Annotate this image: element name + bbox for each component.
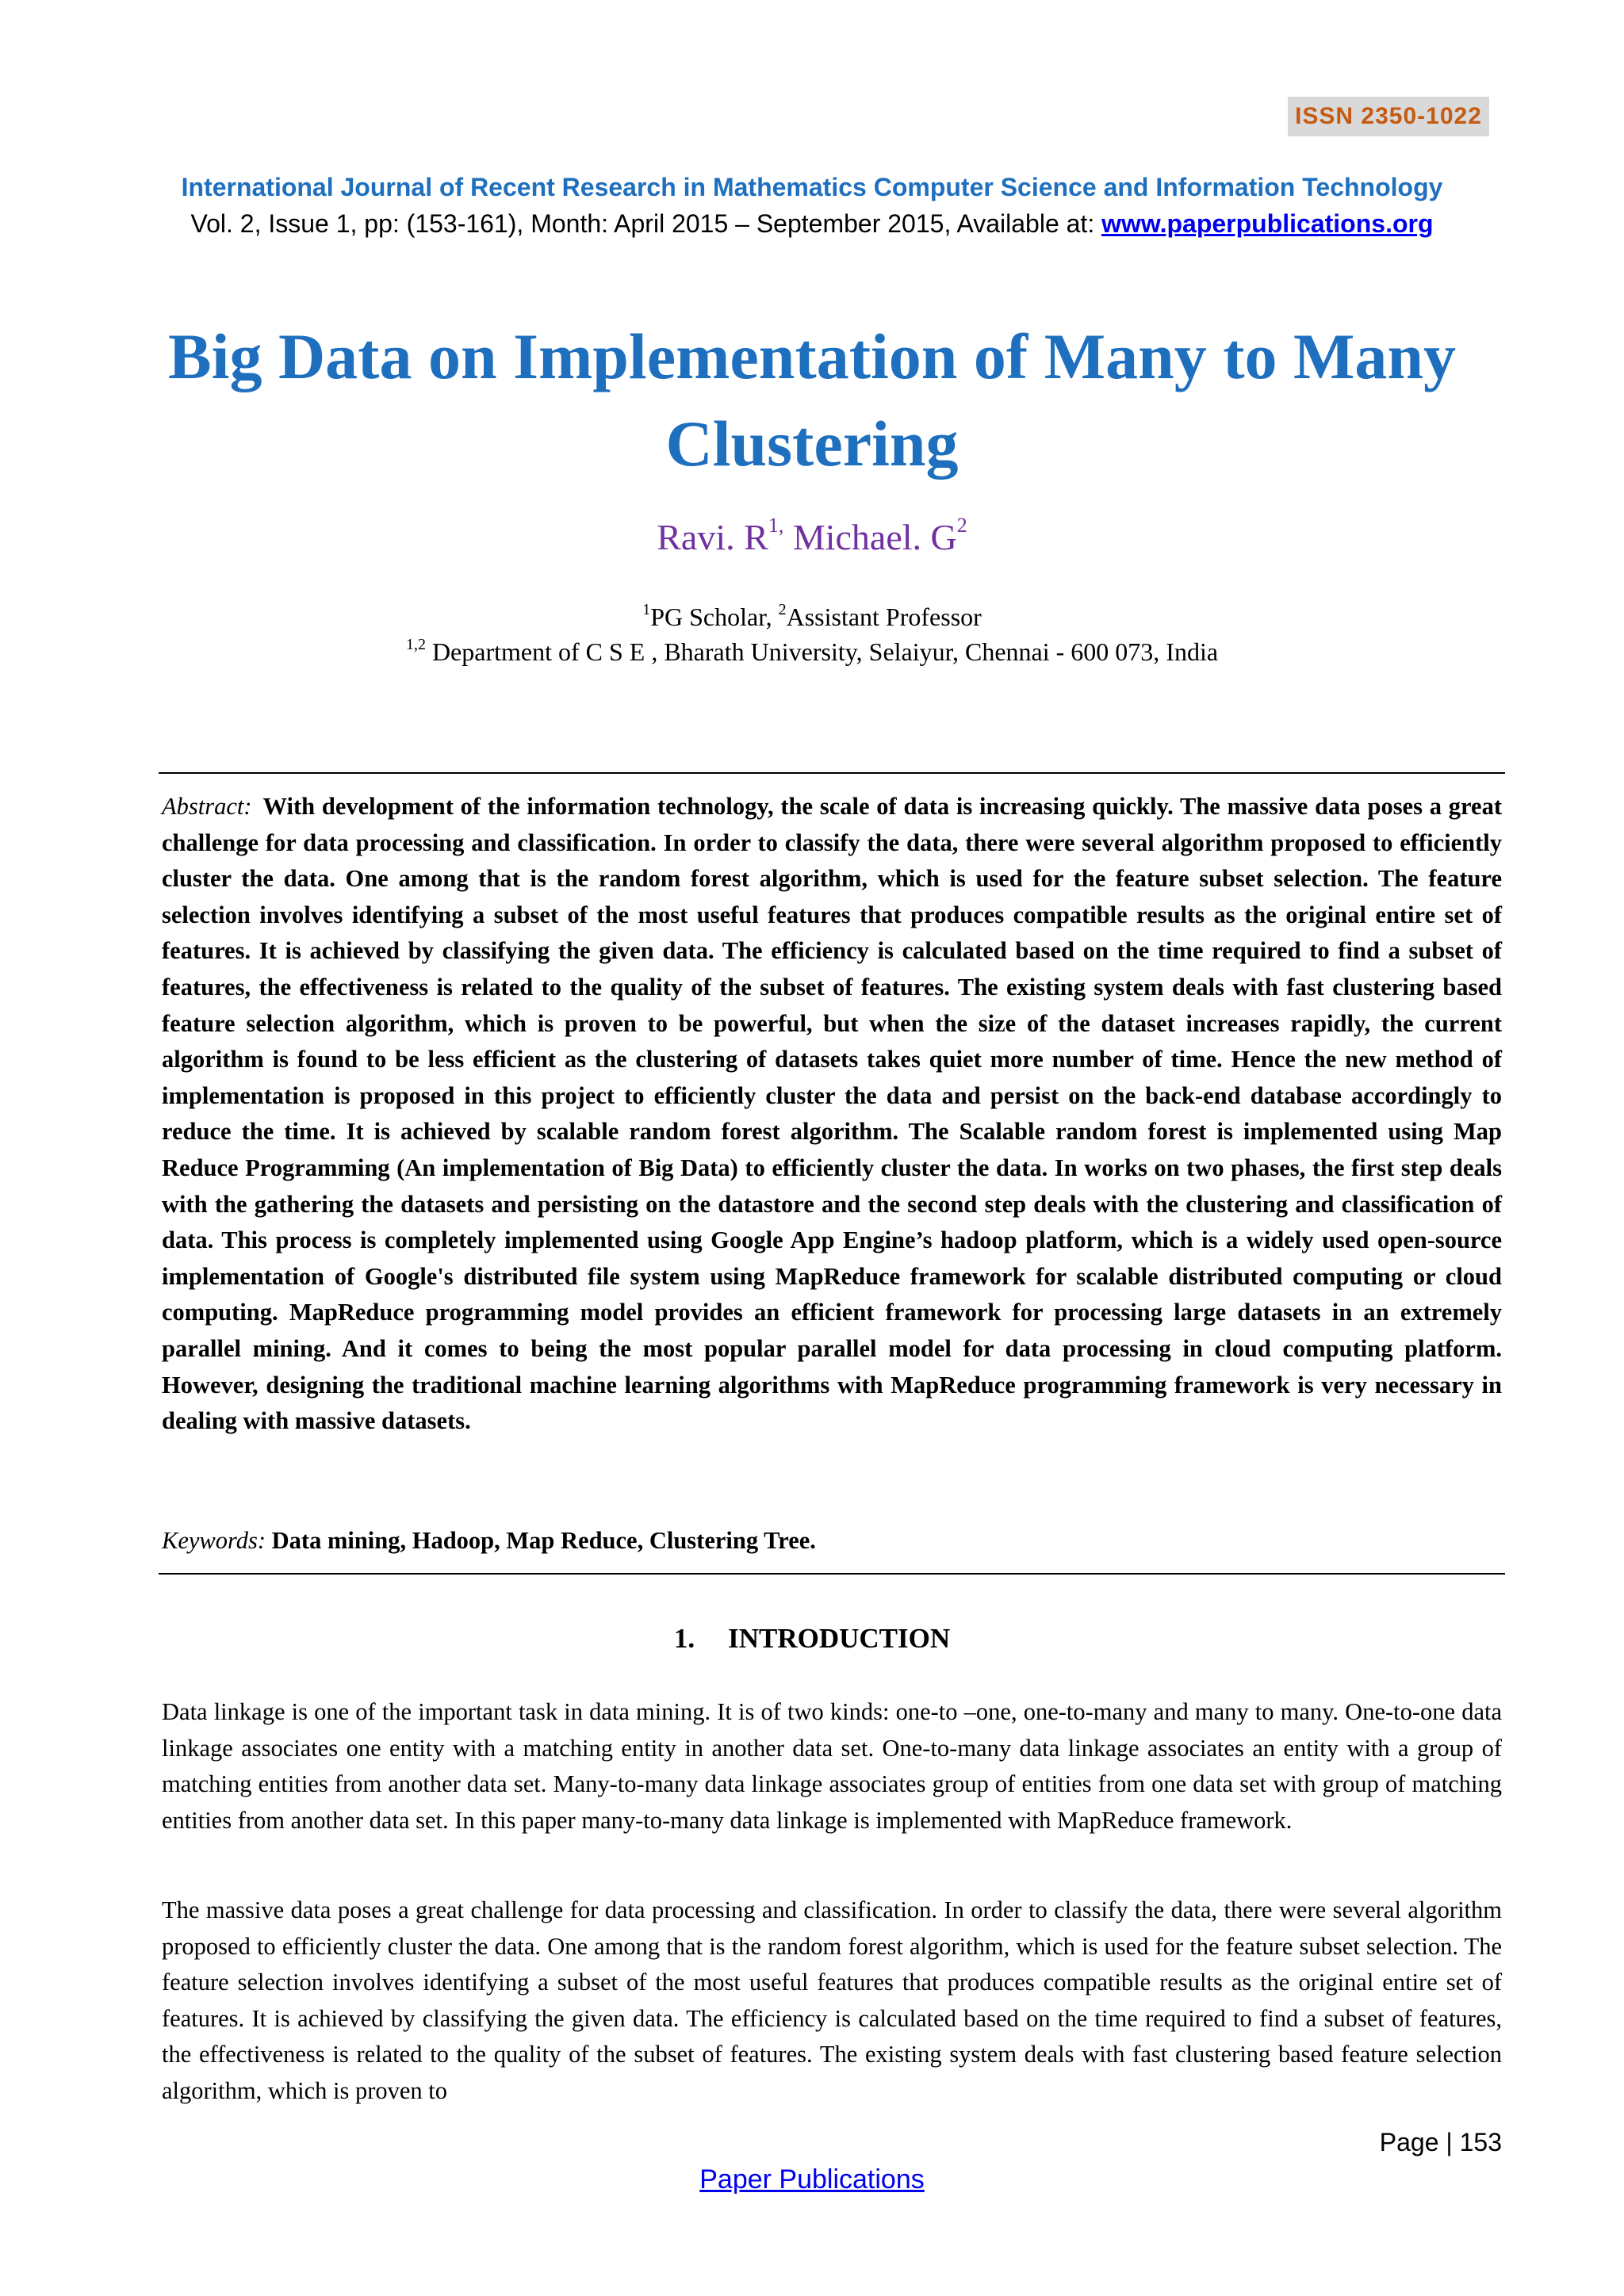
paper-title: Big Data on Implementation of Many to Many Clustering xyxy=(167,320,1457,480)
role-2-sup: 2 xyxy=(778,601,787,618)
intro-paragraph-1: Data linkage is one of the important task in data mining. It is of two kinds: one-to –one, one-to-many and many to many. One-to-one data linkage associates one entity with a matching entity in another data set. One-to-many data linkage associates an entity with a group of matching entities from another data set. Many-to-many data linkage associates group of entities from one data set with group of matching entities from another data set. In this paper many-to-many data linkage is implemented with MapReduce framework. xyxy=(162,1698,1502,1834)
publisher-link[interactable]: Paper Publications xyxy=(699,2164,925,2195)
section-number: 1. xyxy=(673,1623,695,1654)
author-affiliation xyxy=(0,636,1624,667)
issn-badge xyxy=(1288,97,1489,136)
affiliation-sup: 1,2 xyxy=(405,636,426,653)
intro-paragraph-2: The massive data poses a great challenge for data processing and classification. In order to classify the data, there were several algorithm proposed to efficiently cluster the data. One among that is the random forest algorithm, which is used for the feature subset selection. The feature selection involves identifying a subset of the most useful features that produces compatible results as the original entire set of features. It is achieved by classifying the given data. The efficiency is calculated based on the time required to find a subset of features, the effectiveness is related to the quality of the subset of features. The existing system deals with fast clustering based feature selection algorithm, which is proven to xyxy=(162,1896,1502,2104)
affiliation-text: Department of C S E , Bharath University, Selaiyur, Chennai - 600 073, India xyxy=(425,637,1219,666)
footer xyxy=(0,2164,1624,2195)
role-1-sup: 1 xyxy=(642,601,651,618)
role-2: Assistant Professor xyxy=(786,603,982,631)
author-2: Michael. G xyxy=(783,517,957,557)
author-1: Ravi. R xyxy=(657,517,768,557)
keywords xyxy=(162,1527,1502,1555)
keywords-label: Keywords: xyxy=(162,1527,266,1554)
page-number: Page | 153 xyxy=(1379,2128,1502,2156)
section-title: INTRODUCTION xyxy=(728,1623,951,1654)
volume-info xyxy=(0,209,1624,239)
author-1-sup: 1, xyxy=(768,514,784,537)
abstract-text: With development of the information technology, the scale of data is increasing quickly. The massive data poses a great challenge for data processing and classification. In order to classify the data, there were several algorithm proposed to efficiently cluster the data. One among that is the random forest algorithm, which is used for the feature subset selection. The feature selection involves identifying a subset of the most useful features that produces compatible results as the original entire set of features. It is achieved by classifying the given data. The efficiency is calculated based on the time required to find a subset of features, the effectiveness is related to the quality of the subset of features. The existing system deals with fast clustering based feature selection algorithm, which is proven to be powerful, but when the size of the dataset increases rapidly, the current algorithm is found to be less efficient as the clustering of datasets takes quiet more number of time. Hence the new method of implementation is proposed in this project to efficiently cluster the data and persist on the back-end database accordingly to reduce the time. It is achieved by scalable random forest algorithm. The Scalable random forest is implemented using Map Reduce Programming (An implementation of Big Data) to efficiently cluster the data. In works on two phases, the first step deals with the gathering the datasets and persisting on the datastore and the second step deals with the clustering and classification of data. This process is completely implemented using Google App Engine’s hadoop platform, which is a widely used open-source implementation of Google's distributed file system using MapReduce framework for scalable distributed computing or cloud computing. MapReduce programming model provides an efficient framework for processing large datasets in an extremely parallel mining. And it comes to being the most popular parallel model for data processing in cloud computing platform. However, designing the traditional machine learning algorithms with MapReduce programming framework is very necessary in dealing with massive datasets. xyxy=(162,793,1502,1435)
issn-text: ISSN 2350-1022 xyxy=(1295,103,1482,129)
author-2-sup: 2 xyxy=(956,514,967,537)
keywords-text: Data mining, Hadoop, Map Reduce, Clustering Tree. xyxy=(266,1527,816,1554)
abstract xyxy=(162,789,1502,1440)
section-heading-introduction xyxy=(0,1623,1624,1655)
journal-name: International Journal of Recent Research in Mathematics Computer Science and Information Technology xyxy=(181,173,1443,201)
author-roles xyxy=(0,601,1624,632)
abstract-label: Abstract: xyxy=(162,793,252,820)
authors xyxy=(0,514,1624,558)
journal-website-link[interactable]: www.paperpublications.org xyxy=(1101,209,1434,238)
role-1: PG Scholar, xyxy=(650,603,779,631)
abstract-top-rule xyxy=(159,772,1505,774)
abstract-bottom-rule xyxy=(159,1573,1505,1575)
volume-text: Vol. 2, Issue 1, pp: (153-161), Month: April 2015 – September 2015, Available at: xyxy=(190,209,1102,238)
